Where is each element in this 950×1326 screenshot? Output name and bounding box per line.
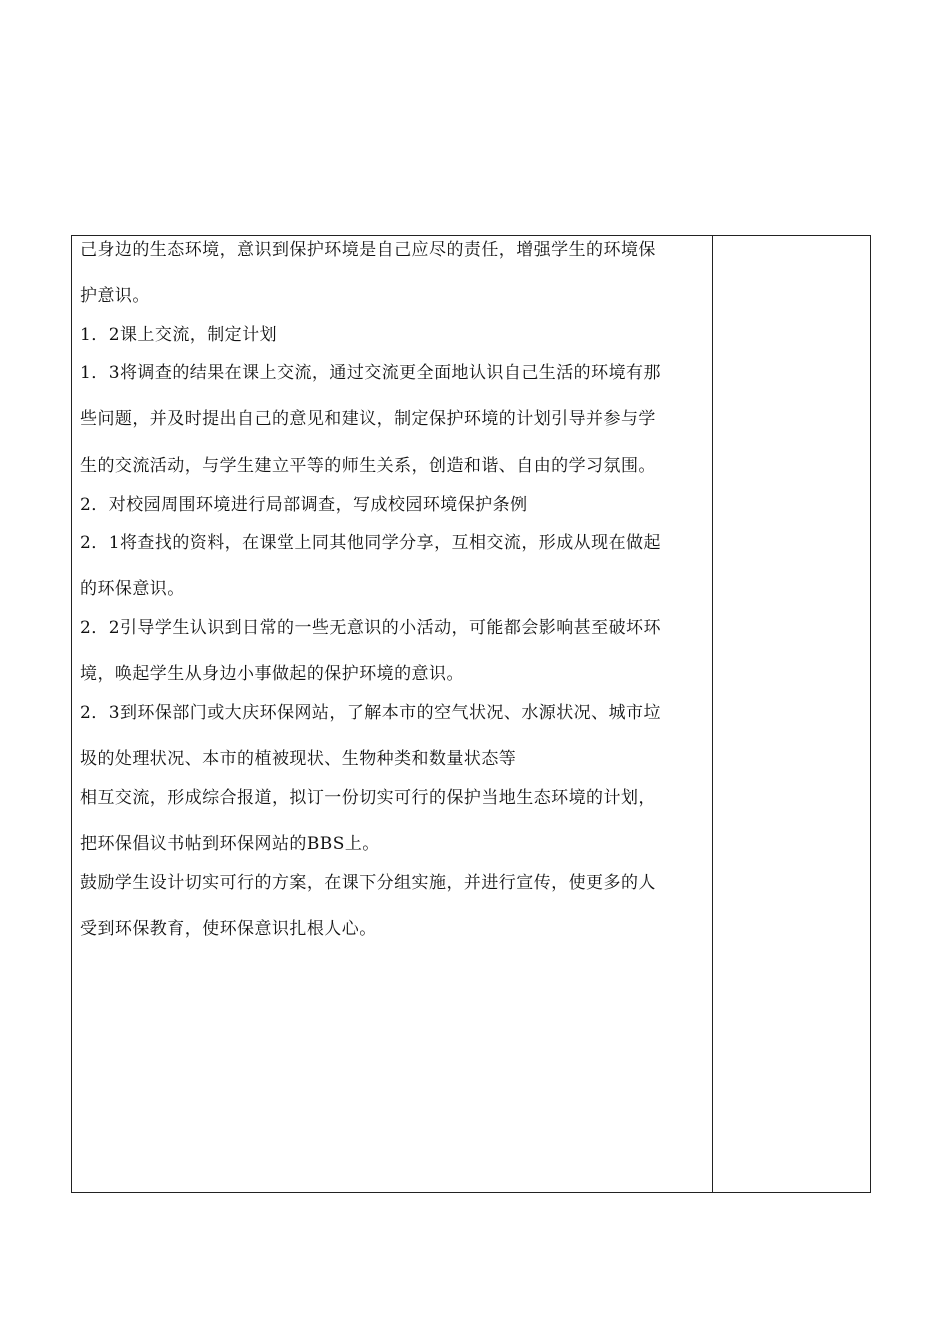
text-line: 2．3到环保部门或大庆环保网站，了解本市的空气状况、水源状况、城市垃: [80, 703, 661, 723]
text-line: 2．1将查找的资料，在课堂上同其他同学分享，互相交流，形成从现在做起: [80, 533, 661, 553]
text-line: 的环保意识。: [80, 579, 185, 599]
text-line: 鼓励学生设计切实可行的方案，在课下分组实施，并进行宣传，使更多的人: [80, 873, 656, 893]
text-line: 2．2引导学生认识到日常的一些无意识的小活动，可能都会影响甚至破坏环: [80, 618, 661, 638]
notes-cell: [713, 236, 870, 1192]
text-line: 些问题，并及时提出自己的意见和建议，制定保护环境的计划引导并参与学: [80, 409, 656, 429]
text-line: 境，唤起学生从身边小事做起的保护环境的意识。: [80, 664, 464, 684]
text-line: 己身边的生态环境，意识到保护环境是自己应尽的责任，增强学生的环境保: [80, 240, 656, 260]
text-line: 2．对校园周围环境进行局部调查，写成校园环境保护条例: [80, 495, 528, 515]
text-line: 1．3将调查的结果在课上交流，通过交流更全面地认识自己生活的环境有那: [80, 363, 661, 383]
text-line: 受到环保教育，使环保意识扎根人心。: [80, 919, 377, 939]
text-line: 生的交流活动，与学生建立平等的师生关系，创造和谐、自由的学习氛围。: [80, 456, 656, 476]
text-line: 相互交流，形成综合报道，拟订一份切实可行的保护当地生态环境的计划，: [80, 788, 656, 808]
text-line: 1．2课上交流，制定计划: [80, 325, 278, 345]
text-line: 护意识。: [80, 286, 150, 306]
text-line: 圾的处理状况、本市的植被现状、生物种类和数量状态等: [80, 749, 517, 769]
text-line: 把环保倡议书帖到环保网站的BBS上。: [80, 834, 380, 854]
